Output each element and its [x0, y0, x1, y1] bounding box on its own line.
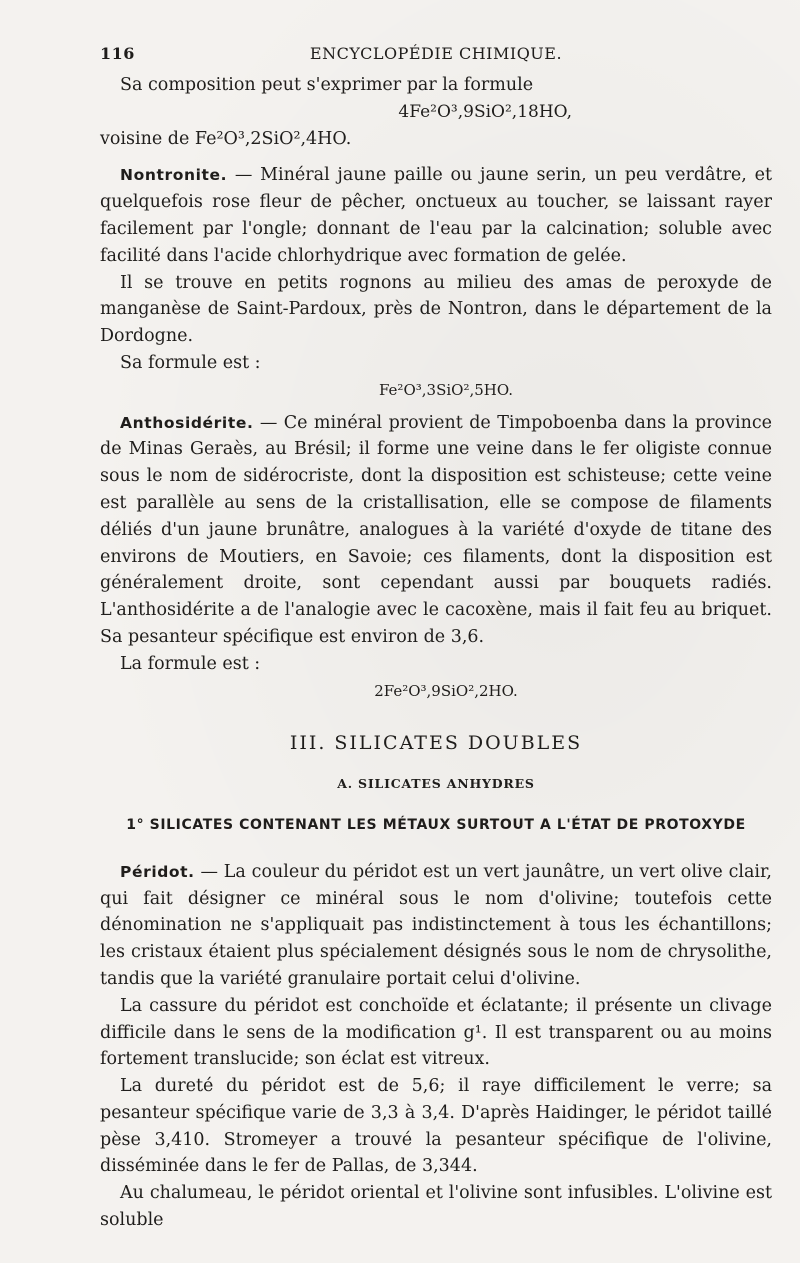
nontronite-formula-intro: Sa formule est : — [120, 352, 261, 373]
term-peridot: Péridot. — [120, 862, 195, 881]
peridot-paragraph — [100, 859, 772, 993]
nontronite-paragraph — [100, 162, 772, 269]
peridot-cassure: La cassure du péridot est conchoïde et éclatante; il présente un clivage difficile dans le sens de la modification g¹. Il est transparent ou au moins fortement translucide; son éclat est vitreux. — [100, 995, 772, 1070]
page-body — [100, 72, 772, 1234]
section-title: III. SILICATES DOUBLES — [289, 732, 583, 755]
formula-1: 4Fe²O³,9SiO²,18HO, — [398, 101, 572, 122]
peridot-text: — La couleur du péridot est un vert jaunâtre, un vert olive clair, qui fait désigner ce minéral sous le nom d'olivine; toutefois cette dénomination ne s'appliquait pas indistinctement à tous les échantillons; les cristaux étaient plus spécialement désignés sous le nom de chrysolithe, tandis que la variété granulaire portait celui d'olivine. — [100, 861, 772, 989]
term-nontronite: Nontronite. — [120, 166, 228, 185]
anthosiderite-paragraph — [100, 410, 772, 651]
anthosiderite-formula-intro: La formule est : — [120, 653, 261, 674]
section-subsubtitle: 1° SILICATES CONTENANT LES MÉTAUX SURTOUT A L'ÉTAT DE PROTOXYDE — [126, 816, 746, 833]
term-anthosiderite: Anthosidérite. — [120, 413, 254, 432]
nontronite-formula: Fe²O³,3SiO²,5HO. — [378, 380, 514, 399]
page-number: 116 — [100, 44, 135, 63]
anthosiderite-formula: 2Fe²O³,9SiO²,2HO. — [374, 681, 518, 700]
peridot-durete: La dureté du péridot est de 5,6; il raye difficilement le verre; sa pesanteur spécifique varie de 3,3 à 3,4. D'après Haidinger, le péridot taillé pèse 3,410. Stromeyer a trouvé la pesanteur spécifique de l'olivine, disséminée dans le fer de Pallas, de 3,344. — [100, 1076, 772, 1177]
section-subtitle: A. SILICATES ANHYDRES — [337, 776, 535, 792]
intro-line-2: voisine de Fe²O³,2SiO²,4HO. — [100, 128, 352, 149]
intro-line: Sa composition peut s'exprimer par la formule — [120, 75, 534, 95]
nontronite-text: — Minéral jaune paille ou jaune serin, un peu verdâtre, et quelquefois rose fleur de pêcher, onctueux au toucher, se laissant rayer facilement par l'ongle; donnant de l'eau par la calcination; soluble avec facilité dans l'acide chlorhydrique avec formation de gelée. — [100, 165, 772, 266]
anthosiderite-text: — Ce minéral provient de Timpoboenba dans la province de Minas Geraès, au Brésil; il forme une veine dans le fer oligiste connue sous le nom de sidérocriste, dont la disposition est schisteuse; cette veine est parallèle au sens de la cristallisation, elle se compose de filaments déliés d'un jaune brunâtre, analogues à la variété d'oxyde de titane des environs de Moutiers, en Savoie; ces filaments, dont la disposition est généralement droite, sont cependant aussi par bouquets radiés. L'anthosidérite a de l'analogie avec le cacoxène, mais il fait feu au briquet. Sa pesanteur spécifique est environ de 3,6. — [100, 412, 772, 647]
running-title: ENCYCLOPÉDIE CHIMIQUE. — [309, 44, 563, 63]
nontronite-location: Il se trouve en petits rognons au milieu des amas de peroxyde de manganèse de Saint-Pardoux, près de Nontron, dans le département de la Dordogne. — [100, 272, 772, 347]
peridot-chalumeau: Au chalumeau, le péridot oriental et l'olivine sont infusibles. L'olivine est soluble — [100, 1183, 772, 1231]
